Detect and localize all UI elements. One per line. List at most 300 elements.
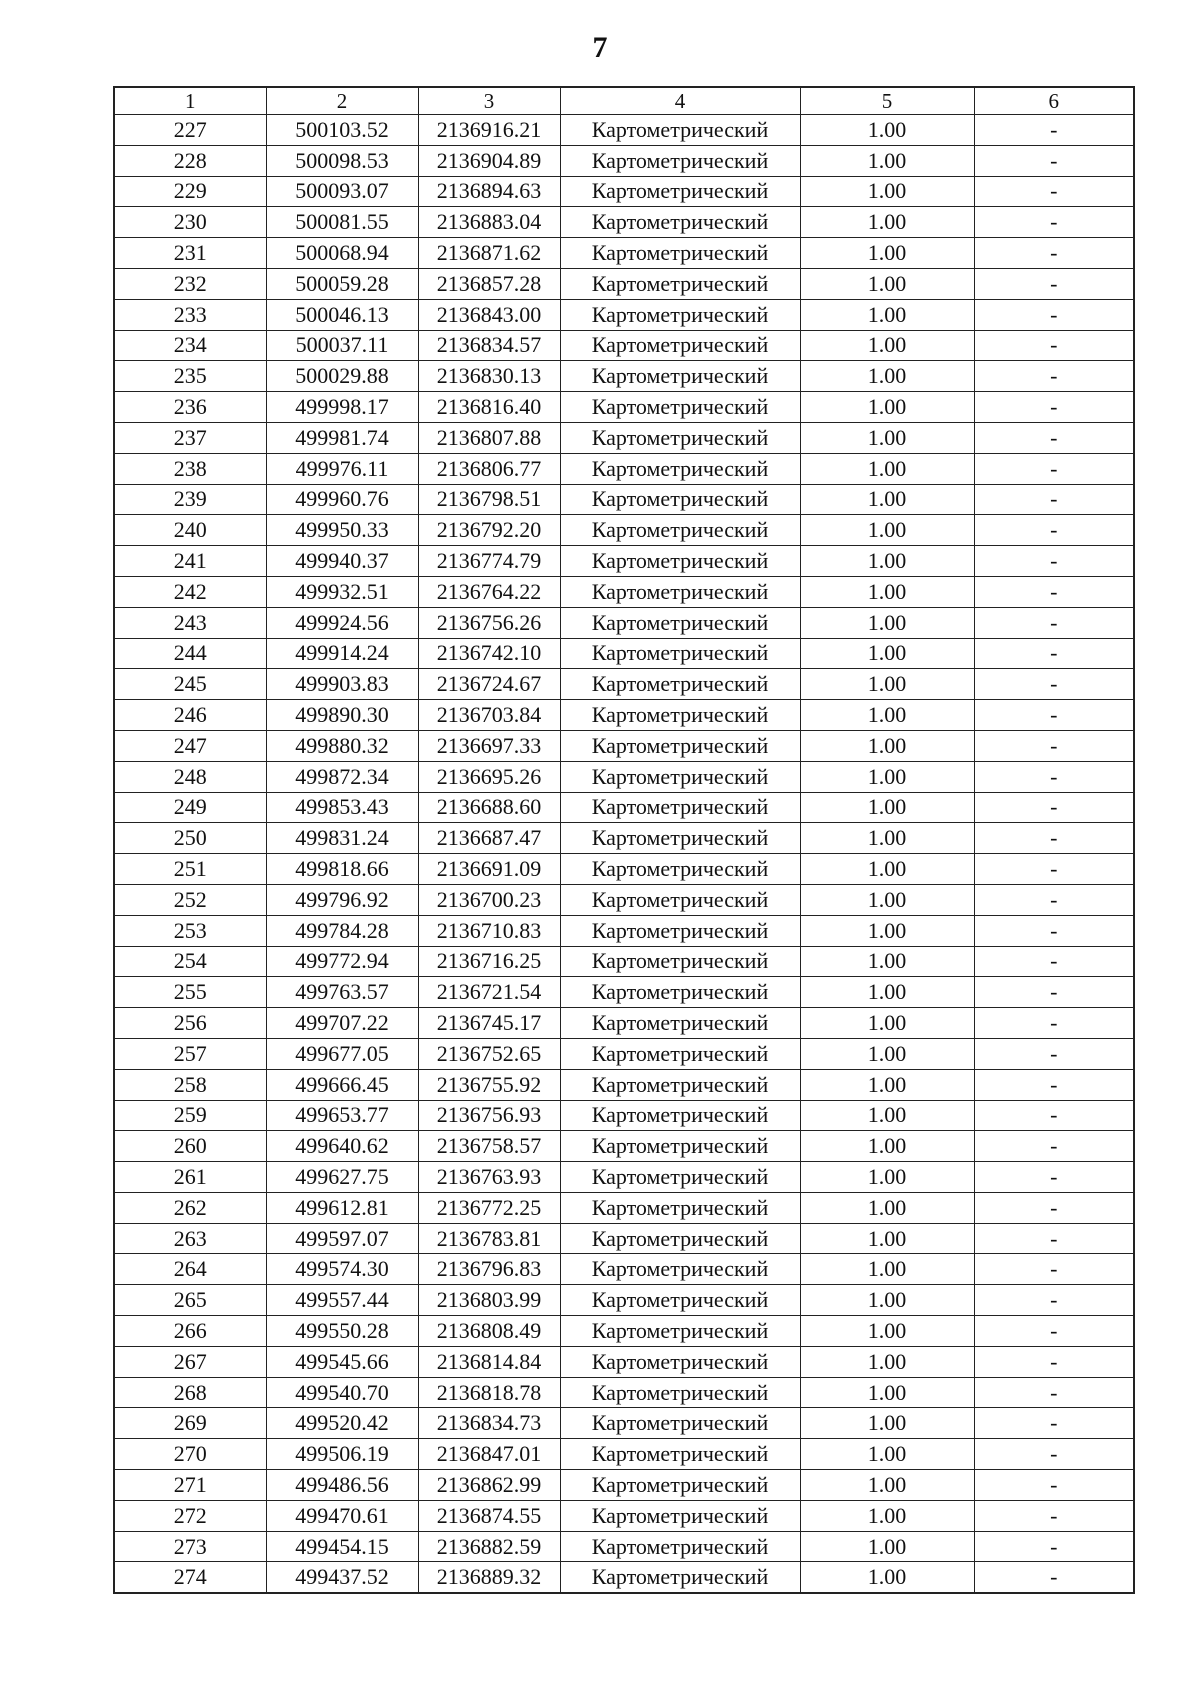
- table-row: [114, 638, 1134, 669]
- accuracy-cell: 1.00: [800, 1254, 974, 1285]
- method-cell: Картометрический: [560, 977, 800, 1008]
- point-number-cell: 260: [114, 1131, 266, 1162]
- y-coordinate-cell: 2136843.00: [418, 299, 560, 330]
- point-number-cell: 268: [114, 1377, 266, 1408]
- y-coordinate-cell: 2136834.57: [418, 330, 560, 361]
- description-cell: -: [974, 1316, 1134, 1347]
- y-coordinate-cell: 2136857.28: [418, 268, 560, 299]
- x-coordinate-cell: 500046.13: [266, 299, 418, 330]
- method-cell: Картометрический: [560, 669, 800, 700]
- x-coordinate-cell: 499960.76: [266, 484, 418, 515]
- point-number-cell: 255: [114, 977, 266, 1008]
- table-row: [114, 977, 1134, 1008]
- x-coordinate-cell: 499872.34: [266, 761, 418, 792]
- method-cell: Картометрический: [560, 854, 800, 885]
- table-body: [114, 115, 1134, 1594]
- y-coordinate-cell: 2136697.33: [418, 730, 560, 761]
- method-cell: Картометрический: [560, 1192, 800, 1223]
- y-coordinate-cell: 2136798.51: [418, 484, 560, 515]
- point-number-cell: 267: [114, 1346, 266, 1377]
- description-cell: -: [974, 1377, 1134, 1408]
- y-coordinate-cell: 2136874.55: [418, 1500, 560, 1531]
- x-coordinate-cell: 499653.77: [266, 1100, 418, 1131]
- table-row: [114, 1038, 1134, 1069]
- table-row: [114, 823, 1134, 854]
- column-header: 5: [800, 87, 974, 115]
- point-number-cell: 254: [114, 946, 266, 977]
- table-row: [114, 915, 1134, 946]
- table-row: [114, 115, 1134, 146]
- method-cell: Картометрический: [560, 268, 800, 299]
- accuracy-cell: 1.00: [800, 792, 974, 823]
- accuracy-cell: 1.00: [800, 700, 974, 731]
- column-header: 1: [114, 87, 266, 115]
- accuracy-cell: 1.00: [800, 546, 974, 577]
- method-cell: Картометрический: [560, 1223, 800, 1254]
- point-number-cell: 234: [114, 330, 266, 361]
- table-row: [114, 1377, 1134, 1408]
- accuracy-cell: 1.00: [800, 576, 974, 607]
- accuracy-cell: 1.00: [800, 268, 974, 299]
- point-number-cell: 264: [114, 1254, 266, 1285]
- description-cell: -: [974, 361, 1134, 392]
- x-coordinate-cell: 499890.30: [266, 700, 418, 731]
- accuracy-cell: 1.00: [800, 761, 974, 792]
- x-coordinate-cell: 499640.62: [266, 1131, 418, 1162]
- point-number-cell: 261: [114, 1162, 266, 1193]
- y-coordinate-cell: 2136882.59: [418, 1531, 560, 1562]
- method-cell: Картометрический: [560, 176, 800, 207]
- y-coordinate-cell: 2136814.84: [418, 1346, 560, 1377]
- description-cell: -: [974, 669, 1134, 700]
- accuracy-cell: 1.00: [800, 1408, 974, 1439]
- table-row: [114, 1131, 1134, 1162]
- table-row: [114, 1316, 1134, 1347]
- y-coordinate-cell: 2136806.77: [418, 453, 560, 484]
- accuracy-cell: 1.00: [800, 823, 974, 854]
- method-cell: Картометрический: [560, 730, 800, 761]
- point-number-cell: 243: [114, 607, 266, 638]
- accuracy-cell: 1.00: [800, 1223, 974, 1254]
- x-coordinate-cell: 499612.81: [266, 1192, 418, 1223]
- x-coordinate-cell: 499998.17: [266, 392, 418, 423]
- method-cell: Картометрический: [560, 1346, 800, 1377]
- column-header: 3: [418, 87, 560, 115]
- method-cell: Картометрический: [560, 576, 800, 607]
- method-cell: Картометрический: [560, 330, 800, 361]
- description-cell: -: [974, 1038, 1134, 1069]
- table-row: [114, 361, 1134, 392]
- accuracy-cell: 1.00: [800, 115, 974, 146]
- point-number-cell: 256: [114, 1008, 266, 1039]
- description-cell: -: [974, 453, 1134, 484]
- x-coordinate-cell: 499506.19: [266, 1439, 418, 1470]
- point-number-cell: 270: [114, 1439, 266, 1470]
- x-coordinate-cell: 499520.42: [266, 1408, 418, 1439]
- table-row: [114, 330, 1134, 361]
- table-row: [114, 1408, 1134, 1439]
- x-coordinate-cell: 499940.37: [266, 546, 418, 577]
- y-coordinate-cell: 2136695.26: [418, 761, 560, 792]
- point-number-cell: 236: [114, 392, 266, 423]
- point-number-cell: 258: [114, 1069, 266, 1100]
- x-coordinate-cell: 500081.55: [266, 207, 418, 238]
- method-cell: Картометрический: [560, 145, 800, 176]
- y-coordinate-cell: 2136742.10: [418, 638, 560, 669]
- description-cell: -: [974, 607, 1134, 638]
- description-cell: -: [974, 422, 1134, 453]
- table-row: [114, 238, 1134, 269]
- point-number-cell: 250: [114, 823, 266, 854]
- table-row: [114, 453, 1134, 484]
- accuracy-cell: 1.00: [800, 1285, 974, 1316]
- accuracy-cell: 1.00: [800, 145, 974, 176]
- method-cell: Картометрический: [560, 546, 800, 577]
- description-cell: -: [974, 392, 1134, 423]
- description-cell: -: [974, 1192, 1134, 1223]
- accuracy-cell: 1.00: [800, 484, 974, 515]
- y-coordinate-cell: 2136772.25: [418, 1192, 560, 1223]
- x-coordinate-cell: 499597.07: [266, 1223, 418, 1254]
- accuracy-cell: 1.00: [800, 1346, 974, 1377]
- table-row: [114, 669, 1134, 700]
- table-row: [114, 1162, 1134, 1193]
- y-coordinate-cell: 2136818.78: [418, 1377, 560, 1408]
- y-coordinate-cell: 2136862.99: [418, 1470, 560, 1501]
- y-coordinate-cell: 2136721.54: [418, 977, 560, 1008]
- accuracy-cell: 1.00: [800, 1162, 974, 1193]
- x-coordinate-cell: 499914.24: [266, 638, 418, 669]
- coordinates-table: [113, 86, 1135, 1594]
- description-cell: -: [974, 1531, 1134, 1562]
- x-coordinate-cell: 500037.11: [266, 330, 418, 361]
- point-number-cell: 263: [114, 1223, 266, 1254]
- x-coordinate-cell: 499903.83: [266, 669, 418, 700]
- y-coordinate-cell: 2136758.57: [418, 1131, 560, 1162]
- accuracy-cell: 1.00: [800, 361, 974, 392]
- x-coordinate-cell: 499932.51: [266, 576, 418, 607]
- method-cell: Картометрический: [560, 1500, 800, 1531]
- table-row: [114, 299, 1134, 330]
- point-number-cell: 272: [114, 1500, 266, 1531]
- y-coordinate-cell: 2136691.09: [418, 854, 560, 885]
- method-cell: Картометрический: [560, 607, 800, 638]
- x-coordinate-cell: 499818.66: [266, 854, 418, 885]
- accuracy-cell: 1.00: [800, 176, 974, 207]
- y-coordinate-cell: 2136783.81: [418, 1223, 560, 1254]
- y-coordinate-cell: 2136792.20: [418, 515, 560, 546]
- x-coordinate-cell: 499707.22: [266, 1008, 418, 1039]
- x-coordinate-cell: 499666.45: [266, 1069, 418, 1100]
- accuracy-cell: 1.00: [800, 422, 974, 453]
- description-cell: -: [974, 1408, 1134, 1439]
- x-coordinate-cell: 499950.33: [266, 515, 418, 546]
- point-number-cell: 235: [114, 361, 266, 392]
- point-number-cell: 238: [114, 453, 266, 484]
- accuracy-cell: 1.00: [800, 1377, 974, 1408]
- method-cell: Картометрический: [560, 1008, 800, 1039]
- description-cell: -: [974, 546, 1134, 577]
- table-row: [114, 884, 1134, 915]
- x-coordinate-cell: 499486.56: [266, 1470, 418, 1501]
- accuracy-cell: 1.00: [800, 1531, 974, 1562]
- y-coordinate-cell: 2136883.04: [418, 207, 560, 238]
- x-coordinate-cell: 499454.15: [266, 1531, 418, 1562]
- description-cell: -: [974, 115, 1134, 146]
- accuracy-cell: 1.00: [800, 1131, 974, 1162]
- y-coordinate-cell: 2136889.32: [418, 1562, 560, 1593]
- table-row: [114, 1100, 1134, 1131]
- x-coordinate-cell: 499981.74: [266, 422, 418, 453]
- description-cell: -: [974, 1100, 1134, 1131]
- header-row: [114, 87, 1134, 115]
- point-number-cell: 259: [114, 1100, 266, 1131]
- point-number-cell: 262: [114, 1192, 266, 1223]
- y-coordinate-cell: 2136807.88: [418, 422, 560, 453]
- y-coordinate-cell: 2136774.79: [418, 546, 560, 577]
- point-number-cell: 246: [114, 700, 266, 731]
- method-cell: Картометрический: [560, 1470, 800, 1501]
- point-number-cell: 248: [114, 761, 266, 792]
- table-row: [114, 145, 1134, 176]
- description-cell: -: [974, 946, 1134, 977]
- table-row: [114, 422, 1134, 453]
- description-cell: -: [974, 238, 1134, 269]
- point-number-cell: 240: [114, 515, 266, 546]
- table-row: [114, 484, 1134, 515]
- description-cell: -: [974, 515, 1134, 546]
- table-row: [114, 700, 1134, 731]
- table-row: [114, 1069, 1134, 1100]
- description-cell: -: [974, 730, 1134, 761]
- accuracy-cell: 1.00: [800, 453, 974, 484]
- method-cell: Картометрический: [560, 1131, 800, 1162]
- y-coordinate-cell: 2136894.63: [418, 176, 560, 207]
- point-number-cell: 273: [114, 1531, 266, 1562]
- description-cell: -: [974, 1254, 1134, 1285]
- table-row: [114, 1285, 1134, 1316]
- y-coordinate-cell: 2136834.73: [418, 1408, 560, 1439]
- table-row: [114, 1470, 1134, 1501]
- y-coordinate-cell: 2136724.67: [418, 669, 560, 700]
- table-row: [114, 730, 1134, 761]
- point-number-cell: 253: [114, 915, 266, 946]
- table-header: [114, 87, 1134, 115]
- table-row: [114, 1008, 1134, 1039]
- description-cell: -: [974, 854, 1134, 885]
- point-number-cell: 244: [114, 638, 266, 669]
- description-cell: -: [974, 884, 1134, 915]
- table-row: [114, 761, 1134, 792]
- x-coordinate-cell: 499545.66: [266, 1346, 418, 1377]
- method-cell: Картометрический: [560, 1285, 800, 1316]
- accuracy-cell: 1.00: [800, 1470, 974, 1501]
- accuracy-cell: 1.00: [800, 730, 974, 761]
- description-cell: -: [974, 792, 1134, 823]
- description-cell: -: [974, 1439, 1134, 1470]
- column-header: 2: [266, 87, 418, 115]
- table-row: [114, 515, 1134, 546]
- description-cell: -: [974, 977, 1134, 1008]
- y-coordinate-cell: 2136904.89: [418, 145, 560, 176]
- point-number-cell: 274: [114, 1562, 266, 1593]
- y-coordinate-cell: 2136803.99: [418, 1285, 560, 1316]
- y-coordinate-cell: 2136916.21: [418, 115, 560, 146]
- accuracy-cell: 1.00: [800, 330, 974, 361]
- point-number-cell: 266: [114, 1316, 266, 1347]
- description-cell: -: [974, 299, 1134, 330]
- method-cell: Картометрический: [560, 823, 800, 854]
- method-cell: Картометрический: [560, 1531, 800, 1562]
- point-number-cell: 247: [114, 730, 266, 761]
- description-cell: -: [974, 1162, 1134, 1193]
- table-row: [114, 1346, 1134, 1377]
- x-coordinate-cell: 500059.28: [266, 268, 418, 299]
- y-coordinate-cell: 2136763.93: [418, 1162, 560, 1193]
- y-coordinate-cell: 2136745.17: [418, 1008, 560, 1039]
- table-row: [114, 946, 1134, 977]
- x-coordinate-cell: 500093.07: [266, 176, 418, 207]
- method-cell: Картометрический: [560, 361, 800, 392]
- accuracy-cell: 1.00: [800, 1500, 974, 1531]
- x-coordinate-cell: 499627.75: [266, 1162, 418, 1193]
- accuracy-cell: 1.00: [800, 515, 974, 546]
- x-coordinate-cell: 499470.61: [266, 1500, 418, 1531]
- table-row: [114, 607, 1134, 638]
- accuracy-cell: 1.00: [800, 638, 974, 669]
- method-cell: Картометрический: [560, 700, 800, 731]
- accuracy-cell: 1.00: [800, 1069, 974, 1100]
- description-cell: -: [974, 1470, 1134, 1501]
- table-row: [114, 207, 1134, 238]
- x-coordinate-cell: 499784.28: [266, 915, 418, 946]
- description-cell: -: [974, 1131, 1134, 1162]
- method-cell: Картометрический: [560, 392, 800, 423]
- y-coordinate-cell: 2136847.01: [418, 1439, 560, 1470]
- y-coordinate-cell: 2136756.93: [418, 1100, 560, 1131]
- method-cell: Картометрический: [560, 946, 800, 977]
- point-number-cell: 227: [114, 115, 266, 146]
- table-row: [114, 1531, 1134, 1562]
- accuracy-cell: 1.00: [800, 946, 974, 977]
- x-coordinate-cell: 499853.43: [266, 792, 418, 823]
- description-cell: -: [974, 176, 1134, 207]
- method-cell: Картометрический: [560, 1038, 800, 1069]
- description-cell: -: [974, 576, 1134, 607]
- x-coordinate-cell: 499796.92: [266, 884, 418, 915]
- accuracy-cell: 1.00: [800, 299, 974, 330]
- method-cell: Картометрический: [560, 761, 800, 792]
- y-coordinate-cell: 2136710.83: [418, 915, 560, 946]
- x-coordinate-cell: 500029.88: [266, 361, 418, 392]
- table-row: [114, 1223, 1134, 1254]
- method-cell: Картометрический: [560, 884, 800, 915]
- accuracy-cell: 1.00: [800, 1100, 974, 1131]
- accuracy-cell: 1.00: [800, 1562, 974, 1593]
- y-coordinate-cell: 2136716.25: [418, 946, 560, 977]
- point-number-cell: 249: [114, 792, 266, 823]
- y-coordinate-cell: 2136752.65: [418, 1038, 560, 1069]
- point-number-cell: 241: [114, 546, 266, 577]
- point-number-cell: 232: [114, 268, 266, 299]
- accuracy-cell: 1.00: [800, 884, 974, 915]
- point-number-cell: 237: [114, 422, 266, 453]
- method-cell: Картометрический: [560, 1069, 800, 1100]
- method-cell: Картометрический: [560, 1100, 800, 1131]
- y-coordinate-cell: 2136755.92: [418, 1069, 560, 1100]
- point-number-cell: 252: [114, 884, 266, 915]
- table-row: [114, 1562, 1134, 1593]
- table-row: [114, 1439, 1134, 1470]
- x-coordinate-cell: 499437.52: [266, 1562, 418, 1593]
- accuracy-cell: 1.00: [800, 669, 974, 700]
- description-cell: -: [974, 638, 1134, 669]
- column-header: 4: [560, 87, 800, 115]
- x-coordinate-cell: 499880.32: [266, 730, 418, 761]
- description-cell: -: [974, 268, 1134, 299]
- accuracy-cell: 1.00: [800, 1192, 974, 1223]
- description-cell: -: [974, 761, 1134, 792]
- y-coordinate-cell: 2136764.22: [418, 576, 560, 607]
- point-number-cell: 231: [114, 238, 266, 269]
- description-cell: -: [974, 1346, 1134, 1377]
- accuracy-cell: 1.00: [800, 607, 974, 638]
- description-cell: -: [974, 484, 1134, 515]
- point-number-cell: 271: [114, 1470, 266, 1501]
- point-number-cell: 228: [114, 145, 266, 176]
- method-cell: Картометрический: [560, 1408, 800, 1439]
- y-coordinate-cell: 2136703.84: [418, 700, 560, 731]
- point-number-cell: 233: [114, 299, 266, 330]
- method-cell: Картометрический: [560, 238, 800, 269]
- table-row: [114, 854, 1134, 885]
- method-cell: Картометрический: [560, 915, 800, 946]
- method-cell: Картометрический: [560, 115, 800, 146]
- y-coordinate-cell: 2136816.40: [418, 392, 560, 423]
- point-number-cell: 230: [114, 207, 266, 238]
- method-cell: Картометрический: [560, 1254, 800, 1285]
- description-cell: -: [974, 207, 1134, 238]
- description-cell: -: [974, 1562, 1134, 1593]
- accuracy-cell: 1.00: [800, 1439, 974, 1470]
- accuracy-cell: 1.00: [800, 207, 974, 238]
- accuracy-cell: 1.00: [800, 1038, 974, 1069]
- accuracy-cell: 1.00: [800, 915, 974, 946]
- column-header: 6: [974, 87, 1134, 115]
- table-row: [114, 546, 1134, 577]
- description-cell: -: [974, 823, 1134, 854]
- x-coordinate-cell: 499924.56: [266, 607, 418, 638]
- accuracy-cell: 1.00: [800, 1316, 974, 1347]
- method-cell: Картометрический: [560, 1162, 800, 1193]
- point-number-cell: 229: [114, 176, 266, 207]
- method-cell: Картометрический: [560, 792, 800, 823]
- method-cell: Картометрический: [560, 453, 800, 484]
- method-cell: Картометрический: [560, 515, 800, 546]
- y-coordinate-cell: 2136808.49: [418, 1316, 560, 1347]
- description-cell: -: [974, 1008, 1134, 1039]
- table-row: [114, 392, 1134, 423]
- accuracy-cell: 1.00: [800, 238, 974, 269]
- y-coordinate-cell: 2136756.26: [418, 607, 560, 638]
- accuracy-cell: 1.00: [800, 977, 974, 1008]
- method-cell: Картометрический: [560, 1377, 800, 1408]
- method-cell: Картометрический: [560, 1316, 800, 1347]
- description-cell: -: [974, 915, 1134, 946]
- y-coordinate-cell: 2136796.83: [418, 1254, 560, 1285]
- x-coordinate-cell: 499540.70: [266, 1377, 418, 1408]
- x-coordinate-cell: 499772.94: [266, 946, 418, 977]
